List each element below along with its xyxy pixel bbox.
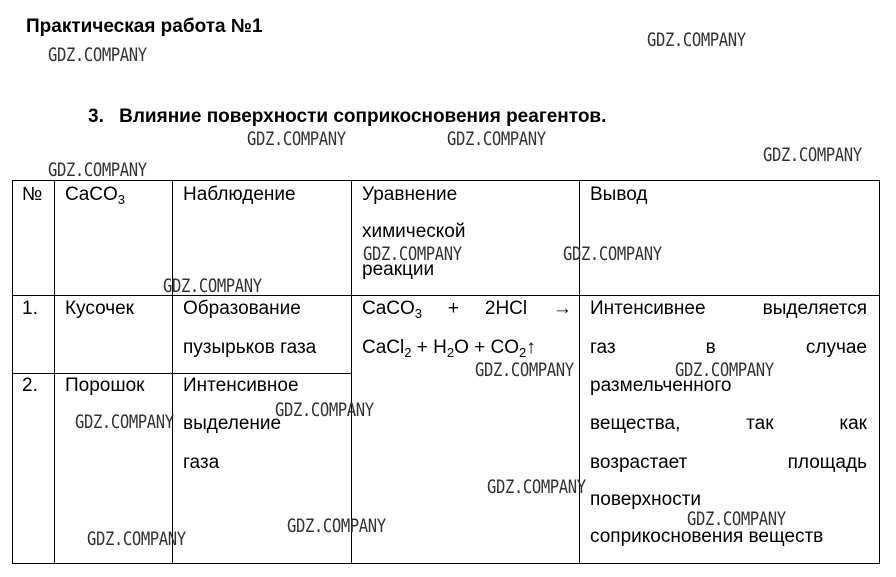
table-border-left (12, 180, 13, 564)
eq-plus: + (447, 298, 460, 319)
conclusion-line-2: газ в случае (590, 337, 867, 358)
header-substance (65, 176, 125, 214)
watermark: GDZ.COMPANY (275, 399, 374, 421)
page-title: Практическая работа №1 (26, 16, 263, 37)
row1-form: Кусочек (65, 298, 134, 319)
watermark: GDZ.COMPANY (163, 275, 262, 297)
watermark: GDZ.COMPANY (647, 29, 746, 51)
watermark: GDZ.COMPANY (475, 359, 574, 381)
col-divider-1 (54, 180, 55, 564)
eq-cacl2: CaCl (362, 337, 405, 358)
watermark: GDZ.COMPANY (75, 411, 174, 433)
eq-hcl: 2HCl (484, 298, 528, 319)
header-equation-3: реакции (362, 259, 435, 280)
eq-co2-sub: 2 (519, 345, 527, 360)
row2-observation-3: газа (183, 452, 220, 473)
watermark: GDZ.COMPANY (48, 44, 147, 66)
conclusion-line-6: поверхности (590, 489, 702, 510)
eq-cacl2-sub: 2 (404, 345, 412, 360)
watermark: GDZ.COMPANY (87, 528, 186, 550)
section-heading (88, 106, 606, 128)
watermark: GDZ.COMPANY (675, 359, 774, 381)
equation-line-1 (362, 290, 572, 328)
watermark: GDZ.COMPANY (48, 159, 147, 181)
conclusion-line-7: соприкосновения веществ (590, 526, 824, 547)
header-number: № (22, 184, 43, 205)
watermark: GDZ.COMPANY (687, 508, 786, 530)
conclusion-line-1: Интенсивнее выделяется (590, 298, 867, 319)
row-divider (12, 373, 352, 374)
eq-o-co: O + CO (454, 337, 520, 358)
eq-arrow: → (553, 298, 572, 319)
row2-number: 2. (22, 375, 38, 396)
conclusion-line-3: размельченного (590, 375, 732, 396)
col-divider-2 (172, 180, 173, 564)
header-equation-2: химической (362, 221, 466, 242)
watermark: GDZ.COMPANY (487, 476, 586, 498)
header-conclusion: Вывод (590, 184, 648, 205)
watermark: GDZ.COMPANY (363, 243, 462, 265)
eq-h2-sub: 2 (446, 345, 455, 360)
col-divider-3 (351, 180, 352, 564)
conclusion-line-5: возрастает площадь (590, 452, 867, 473)
eq-gas-arrow: ↑ (526, 337, 536, 358)
row1-observation-1: Образование (183, 298, 301, 319)
header-equation-1: Уравнение (362, 184, 458, 205)
table-border-bottom (12, 563, 880, 564)
section-text: Влияние поверхности соприкосновения реагентов. (119, 106, 607, 127)
header-substance-main: CaCO (65, 184, 118, 205)
section-number: 3. (88, 106, 104, 127)
conclusion-line-4: вещества, так как (590, 413, 867, 434)
header-substance-sub: 3 (117, 192, 126, 207)
watermark: GDZ.COMPANY (287, 515, 386, 537)
row2-observation-2: выделение (183, 413, 282, 434)
row2-form: Порошок (65, 375, 145, 396)
col-divider-4 (579, 180, 580, 564)
row1-observation-2: пузырьков газа (183, 337, 317, 358)
eq-h2: + H (416, 337, 447, 358)
table-border-right (879, 180, 880, 564)
watermark: GDZ.COMPANY (247, 128, 346, 150)
row2-observation-1: Интенсивное (183, 375, 299, 396)
watermark: GDZ.COMPANY (763, 144, 862, 166)
watermark: GDZ.COMPANY (563, 243, 662, 265)
watermark: GDZ.COMPANY (447, 128, 546, 150)
row1-number: 1. (22, 298, 38, 319)
header-observation: Наблюдение (183, 184, 296, 205)
eq-caco3: CaCO (362, 298, 415, 319)
eq-caco3-sub: 3 (414, 306, 423, 321)
